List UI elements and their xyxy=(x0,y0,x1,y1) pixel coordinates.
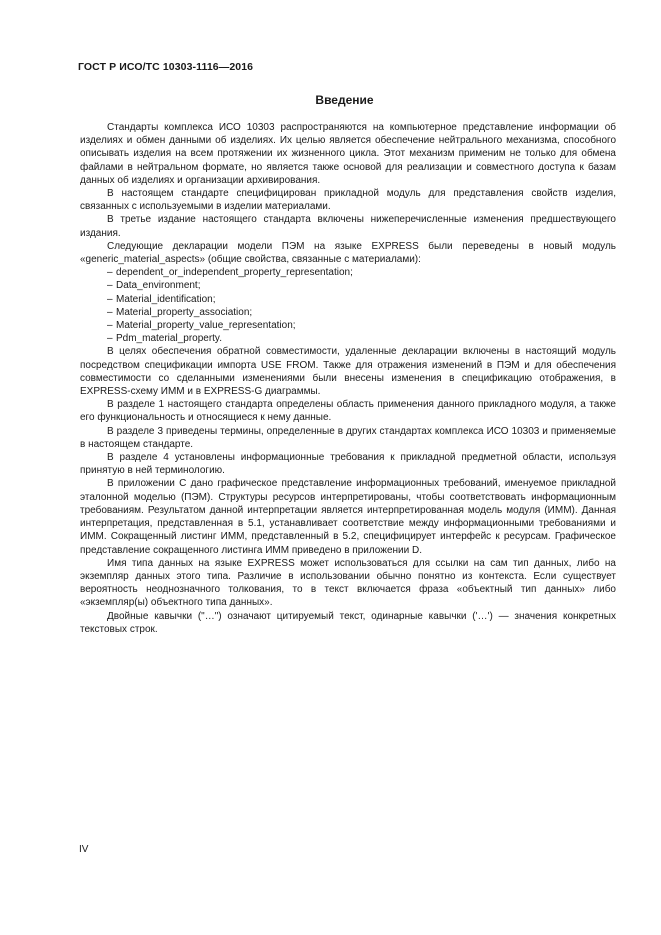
list-item xyxy=(80,293,616,306)
list-item-text: Data_environment; xyxy=(116,280,201,292)
section-title: Введение xyxy=(315,93,374,107)
paragraph: В приложении С дано графическое представление информационных требований, именуемое прикладной эталонной моделью (ПЭМ). Структуры ресурсов интерпретированы, чтобы соответствовать информационным требованиям. Результатом данной интерпретации является интерпретированная модель модуля (ИММ). Данная интерпретация, представленная в 5.1, устанавливает соответствие между информационными требованиями и ИММ. Сокращенный листинг ИММ, представленный в 5.2, специфицирует интерфейс к ресурсам. Графическое представление сокращенного листинга ИММ приведено в приложении D. xyxy=(80,478,616,556)
page-number: IV xyxy=(79,844,89,855)
paragraph: В разделе 3 приведены термины, определенные в других стандартах комплекса ИСО 10303 и применяемые в настоящем стандарте. xyxy=(80,425,616,450)
list-dash: – xyxy=(107,320,113,332)
paragraph: Имя типа данных на языке EXPRESS может использоваться для ссылки на сам тип данных, либо на экземпляр данных этого типа. Различие в использовании обычно понятно из контекста. Если существует вероятность неоднозначного толкования, то в текст включается фраза «объектный тип данных» либо «экземпляр(ы) объектного типа данных». xyxy=(80,557,616,609)
list-item-text: Material_property_value_representation; xyxy=(116,320,296,332)
list-dash: – xyxy=(107,267,113,279)
list-item xyxy=(80,266,616,279)
paragraph: В разделе 4 установлены информационные требования к прикладной предметной области, используя принятую в ней терминологию. xyxy=(80,452,616,477)
list-item-text: Material_identification; xyxy=(116,293,216,305)
list-dash: – xyxy=(107,280,113,292)
paragraph: В разделе 1 настоящего стандарта определены область применения данного прикладного модуля, а также его функциональность и относящиеся к нему данные. xyxy=(80,399,616,424)
paragraph: В целях обеспечения обратной совместимости, удаленные декларации включены в настоящий модуль посредством спецификации импорта USE FROM. Также для отражения изменений в ПЭМ и для обеспечения совместимости со сделанными изменениями были внесены изменения в спецификацию отображения, в EXPRESS-схему ИММ и в EXPRESS-G диаграммы. xyxy=(80,346,616,398)
paragraph: В настоящем стандарте специфицирован прикладной модуль для представления свойств изделия, связанных с используемыми в изделии материалами. xyxy=(80,188,616,213)
list-dash: – xyxy=(107,293,113,305)
list-item xyxy=(80,319,616,332)
list-dash: – xyxy=(107,333,113,345)
body-text xyxy=(80,121,616,636)
list-item xyxy=(80,332,616,345)
document-header: ГОСТ Р ИСО/ТС 10303-1116—2016 xyxy=(78,61,254,73)
paragraph: В третье издание настоящего стандарта включены нижеперечисленные изменения предшествующего издания. xyxy=(80,214,616,239)
list-item xyxy=(80,279,616,292)
paragraph: Следующие декларации модели ПЭМ на языке EXPRESS были переведены в новый модуль «generic_material_aspects» (общие свойства, связанные с материалами): xyxy=(80,240,616,266)
list-item xyxy=(80,306,616,319)
paragraph: Двойные кавычки ("…") означают цитируемый текст, одинарные кавычки ('…') — значения конкретных текстовых строк. xyxy=(80,610,616,635)
list-item-text: Pdm_material_property. xyxy=(116,333,222,345)
list-item-text: dependent_or_independent_property_representation; xyxy=(116,267,353,279)
list-item-text: Material_property_association; xyxy=(116,306,253,318)
paragraph: Стандарты комплекса ИСО 10303 распространяются на компьютерное представление информации об изделиях и обмен данными об изделиях. Их целью является обеспечение нейтрального механизма, способного описывать изделия на всем протяжении их жизненного цикла. Этот механизм применим не только для обмена файлами в нейтральном формате, но является также основой для реализации и совместного доступа к базам данных об изделиях и организации архивирования. xyxy=(80,122,616,186)
list-dash: – xyxy=(107,306,113,318)
declaration-list xyxy=(80,266,616,345)
